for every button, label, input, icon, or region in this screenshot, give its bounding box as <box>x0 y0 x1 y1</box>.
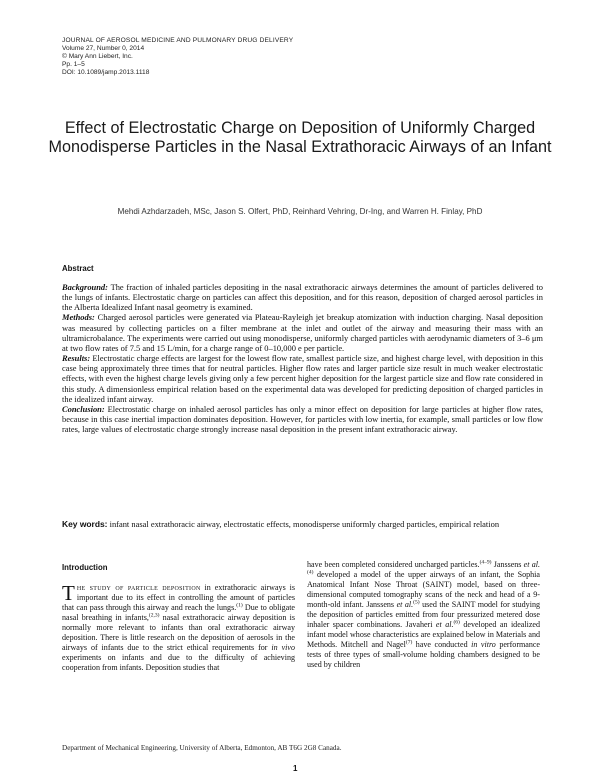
intro-text: performance tests of three types of small-volume holding chambers designed to be used by children <box>307 640 540 670</box>
citation: (5) <box>413 599 420 606</box>
intro-text: developed an idealized infant model whose characteristics are explained below in Materials and Methods. Mitchell and Nagel <box>307 620 540 650</box>
latin-term: in vitro <box>471 640 496 650</box>
keywords-label: Key words: <box>62 519 108 529</box>
abstract-body <box>62 282 543 434</box>
methods-text: Charged aerosol particles were generated via Plateau-Rayleigh jet breakup atomization with induction charging. Nasal deposition was measured by collecting particles on a filter membrane at the inlet and outlet of the airway and measuring their mass with an ultramicrobalance. The experiments were carried out using monodisperse, uniformly charged particles with aerodynamic diameters of 3–6 μm at two flow rates of 7.5 and 15 L/min, for a charge range of 0–10,000 e per particle. <box>62 312 543 353</box>
conclusion-text: Electrostatic charge on inhaled aerosol particles has only a minor effect on deposition for large particles at higher flow rates, because in this case inertial impaction dominates deposition. However, for particles with low inertia, for example, small particles or low flow rates, large values of electrostatic charge strongly increase nasal deposition in the present infant extrathoracic airway. <box>62 403 544 435</box>
et-al: et al. <box>435 620 454 630</box>
keywords-text: infant nasal extrathoracic airway, electrostatic effects, monodisperse uniformly charged particles, empirical relation <box>109 519 500 529</box>
abstract-heading: Abstract <box>62 264 94 273</box>
introduction-column-left <box>62 583 295 673</box>
abstract-background <box>62 282 543 312</box>
et-al: et al. <box>523 560 540 569</box>
citation: (7) <box>405 639 413 646</box>
intro-text: have conducted <box>412 640 472 650</box>
conclusion-label: Conclusion: <box>62 403 105 414</box>
citation: (6) <box>453 619 460 626</box>
background-label: Background: <box>62 282 108 292</box>
journal-volume: Volume 27, Number 0, 2014 <box>62 44 145 52</box>
journal-copyright: © Mary Ann Liebert, Inc. <box>62 52 133 60</box>
et-al: et al. <box>396 600 414 610</box>
introduction-column-right <box>307 560 540 671</box>
citation: (2,3) <box>148 612 160 619</box>
paper-title: Effect of Electrostatic Charge on Deposition of Uniformly Charged Monodisperse Particles in the Nasal Extrathoracic Airways of an Infant <box>48 119 552 156</box>
methods-label: Methods: <box>62 312 95 323</box>
intro-paragraph-right <box>307 560 540 671</box>
lead-in: he study of particle deposition <box>76 583 201 592</box>
background-text: The fraction of inhaled particles depositing in the nasal extrathoracic airways determines the amount of particles delivered to the lungs of infants. Electrostatic charge on particles can affect this deposition, and for this reason, deposition of charged aerosol particles in the Alberta Idealized Infant nasal geometry is examined. <box>62 282 543 313</box>
journal-name: JOURNAL OF AEROSOL MEDICINE AND PULMONARY DRUG DELIVERY <box>62 37 294 44</box>
results-label: Results: <box>62 353 91 364</box>
citation: (4) <box>307 569 314 576</box>
intro-text: used the SAINT model for studying the deposition of particles emitted from four pressurized metered dose inhaler spacer combinations. Javaheri <box>307 600 540 630</box>
keywords <box>62 519 543 529</box>
results-text: Electrostatic charge effects are largest for the lowest flow rate, smallest particle size, and highest charge level, with deposition in this case being approximately three times that for neutral particles. Higher flow rates and larger particle size result in much weaker electrostatic effects, with even the highest charge levels giving only a few percent higher deposition for the largest particle size and flow rate considered in this study. A dimensionless empirical relation based on the experimental data was developed for predicting deposition of charged particles in the idealized infant airway. <box>62 353 543 404</box>
intro-text: developed a model of the upper airways of an infant, the Sophia Anatomical Infant Nose Throat (SAINT) model, based on three-dimensional computed tomography scans of the neck and head of a 9-month-old infant. Janssens <box>307 570 540 610</box>
intro-text: have been completed considered uncharged particles. <box>307 560 480 569</box>
citation: (4–9) <box>479 559 492 566</box>
citation: (1) <box>236 602 243 609</box>
intro-paragraph-left <box>62 583 295 673</box>
drop-cap: T <box>62 581 75 605</box>
journal-header <box>62 37 293 77</box>
journal-doi: DOI: 10.1089/jamp.2013.1118 <box>62 68 150 76</box>
abstract-methods <box>62 312 543 353</box>
introduction-heading: Introduction <box>62 563 108 572</box>
author-list: Mehdi Azhdarzadeh, MSc, Jason S. Olfert, PhD, Reinhard Vehring, Dr-Ing, and Warren H. Finlay, PhD <box>117 207 483 216</box>
intro-text: Due to obligate nasal breathing in infants, <box>62 603 295 623</box>
intro-text: experiments on infants and due to the difficulty of achieving cooperation from infants. Deposition studies that <box>62 653 295 673</box>
intro-text: nasal extrathoracic airway deposition is normally more relevant to infants than oral extrathoracic airway deposition. There is little research on the deposition of aerosols in the airways of infants due to the strict ethical requirements for <box>62 613 295 653</box>
latin-term: in vivo <box>271 643 295 653</box>
abstract-results <box>62 353 543 404</box>
intro-text: Janssens <box>491 560 524 569</box>
affiliation-footnote: Department of Mechanical Engineering, University of Alberta, Edmonton, AB T6G 2G8 Canada. <box>62 744 342 752</box>
page-number: 1 <box>293 764 298 773</box>
journal-pages: Pp. 1–5 <box>62 60 85 68</box>
abstract-conclusion <box>62 404 543 434</box>
intro-text: in extrathoracic airways is important due to its effect in controlling the amount of particles that can pass through this airway and reach the lungs. <box>62 583 295 613</box>
